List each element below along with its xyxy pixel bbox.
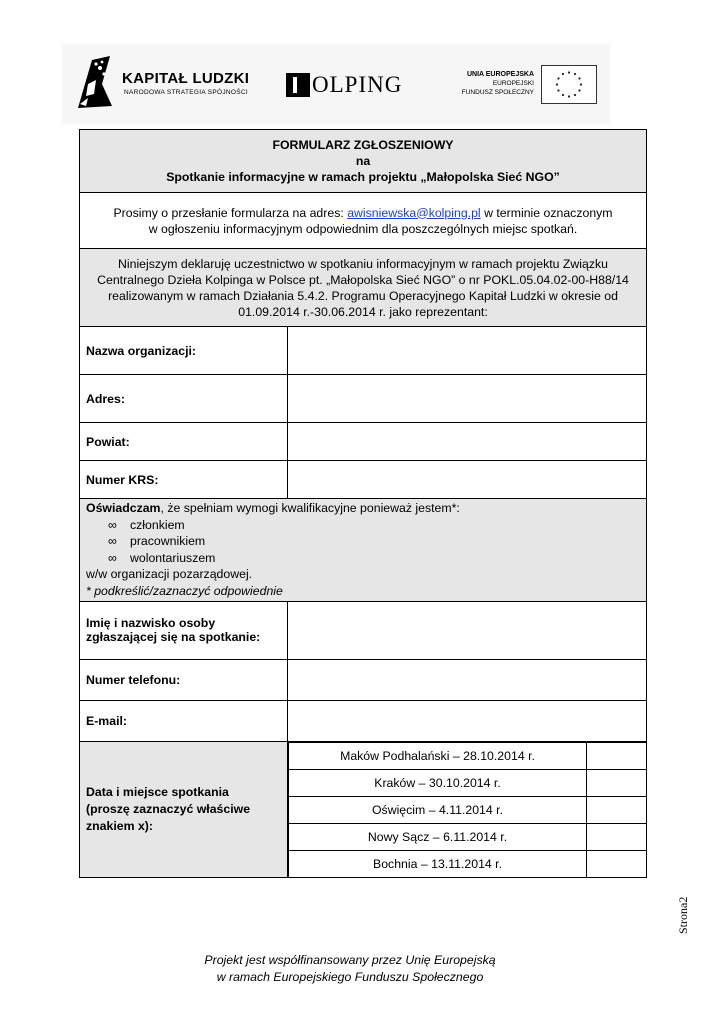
eu-flag-icon: [541, 65, 597, 104]
person-label-line-2: zgłaszającej się na spotkanie:: [86, 630, 261, 645]
declaration-row: [80, 249, 647, 327]
date-option-label: Kraków – 30.10.2014 r.: [289, 769, 587, 796]
email-label: E-mail:: [80, 700, 288, 741]
registration-form: [79, 129, 647, 878]
eu-line-1: UNIA EUROPEJSKA: [466, 71, 534, 78]
infinity-bullet-icon: ∞: [108, 534, 117, 549]
option-member-label: członkiem: [130, 517, 185, 532]
dates-label-line-3: znakiem x):: [86, 818, 153, 833]
person-label-line-1: Imię i nazwisko osoby: [86, 616, 216, 631]
email-row: [80, 700, 647, 741]
option-member[interactable]: [86, 517, 640, 534]
statement-rest: , że spełniam wymogi kwalifikacyjne ponieważ jestem*:: [160, 501, 460, 515]
org-name-row: [80, 327, 647, 375]
date-checkbox[interactable]: [587, 796, 647, 823]
date-checkbox[interactable]: [587, 823, 647, 850]
footer-line-2: w ramach Europejskiego Funduszu Społecznego: [216, 970, 484, 984]
date-option: [289, 796, 647, 823]
declaration-line-2: Centralnego Dzieła Kolpinga w Polsce pt. „Małopolska Sieć NGO” o nr POKL.05.04.02-00-H88/14: [97, 272, 629, 287]
footer-line-1: Projekt jest współfinansowany przez Unię Europejską: [204, 953, 496, 967]
dates-label-line-1: Data i miejsce spotkania: [86, 784, 229, 799]
krs-label: Numer KRS:: [80, 461, 288, 499]
option-employee-label: pracownikiem: [130, 534, 206, 549]
address-row: [80, 375, 647, 423]
request-row: [80, 193, 647, 249]
kapital-ludzki-title: KAPITAŁ LUDZKI: [122, 70, 250, 87]
declaration-line-4: 01.09.2014 r.-30.06.2014 r. jako reprezentant:: [238, 304, 488, 319]
request-text-start: Prosimy o przesłanie formularza na adres:: [113, 205, 348, 220]
date-checkbox[interactable]: [587, 769, 647, 796]
dates-row: [80, 741, 647, 877]
statement-block: [80, 499, 647, 602]
email-link[interactable]: awisniewska@kolping.pl: [347, 205, 481, 220]
kapital-ludzki-logo: [74, 54, 254, 114]
declaration-line-1: Niniejszym deklaruję uczestnictwo w spotkaniu informacyjnym w ramach projektu Związku: [118, 256, 609, 271]
form-title-row: [80, 130, 647, 193]
phone-field[interactable]: [288, 659, 647, 700]
form-title-line-2: na: [355, 154, 371, 168]
request-text-end: w terminie oznaczonym: [480, 205, 613, 220]
eu-logo-text: [450, 70, 534, 97]
date-option-label: Oświęcim – 4.11.2014 r.: [289, 796, 587, 823]
powiat-row: [80, 423, 647, 461]
kolping-logo: [286, 70, 402, 100]
date-checkbox[interactable]: [587, 742, 647, 769]
statement-note: * podkreślić/zaznaczyć odpowiednie: [86, 583, 283, 598]
declaration-text: [80, 249, 647, 327]
dates-label: [80, 741, 288, 877]
date-option-label: Bochnia – 13.11.2014 r.: [289, 850, 587, 877]
krs-row: [80, 461, 647, 499]
option-volunteer-label: wolontariuszem: [130, 550, 216, 565]
option-employee[interactable]: [86, 533, 640, 550]
request-text: [80, 193, 647, 249]
phone-row: [80, 659, 647, 700]
request-text-line-2: w ogłoszeniu informacyjnym odpowiednim dla poszczególnych miejsc spotkań.: [148, 221, 578, 236]
date-empty-cell: [587, 850, 647, 877]
infinity-bullet-icon: ∞: [108, 517, 117, 532]
eu-line-3: FUNDUSZ SPOŁECZNY: [461, 89, 534, 96]
kapital-ludzki-subtitle: NARODOWA STRATEGIA SPÓJNOŚCI: [124, 89, 248, 96]
form-title-line-1: FORMULARZ ZGŁOSZENIOWY: [272, 138, 454, 152]
date-option: [289, 850, 647, 877]
option-volunteer[interactable]: [86, 550, 640, 567]
org-name-field[interactable]: [288, 327, 647, 375]
person-row: [80, 601, 647, 659]
powiat-field[interactable]: [288, 423, 647, 461]
page-number: Strona2: [676, 896, 690, 934]
powiat-label: Powiat:: [80, 423, 288, 461]
kolping-name: OLPING: [312, 72, 403, 97]
dates-options: [288, 741, 647, 877]
kolping-mark-icon: [286, 73, 310, 97]
statement-row: [80, 499, 647, 602]
declaration-line-3: realizowanym w ramach Działania 5.4.2. Programu Operacyjnego Kapitał Ludzki w okresie od: [108, 288, 618, 303]
form-title: [80, 130, 647, 193]
date-option: [289, 769, 647, 796]
date-option: [289, 742, 647, 769]
dates-table: [288, 742, 647, 877]
person-field[interactable]: [288, 601, 647, 659]
kapital-ludzki-emblem-icon: [74, 54, 114, 110]
phone-label: Numer telefonu:: [80, 659, 288, 700]
footer: [0, 952, 700, 986]
email-field[interactable]: [288, 700, 647, 741]
statement-after: w/w organizacji pozarządowej.: [86, 567, 253, 582]
krs-field[interactable]: [288, 461, 647, 499]
date-option-label: Nowy Sącz – 6.11.2014 r.: [289, 823, 587, 850]
statement-bold: Oświadczam: [86, 501, 161, 515]
form-title-line-3: Spotkanie informacyjne w ramach projektu „Małopolska Sieć NGO”: [166, 170, 560, 184]
org-name-label: Nazwa organizacji:: [80, 327, 288, 375]
date-option: [289, 823, 647, 850]
person-label: [80, 601, 288, 659]
address-field[interactable]: [288, 375, 647, 423]
address-label: Adres:: [80, 375, 288, 423]
eu-line-2: EUROPEJSKI: [492, 80, 534, 87]
date-option-label: Maków Podhalański – 28.10.2014 r.: [289, 742, 587, 769]
infinity-bullet-icon: ∞: [108, 550, 117, 565]
dates-label-line-2: (proszę zaznaczyć właściwe: [86, 801, 251, 816]
